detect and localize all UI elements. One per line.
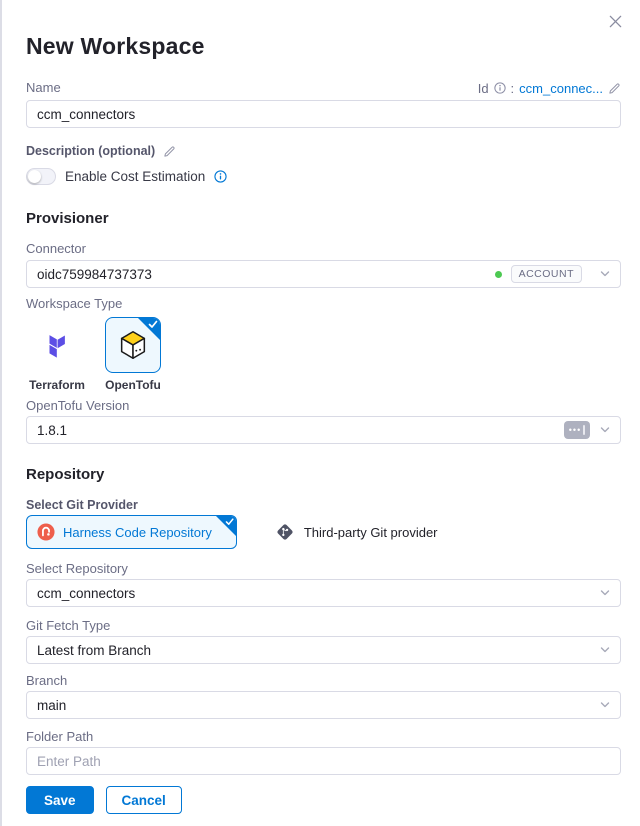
- id-label: Id: [477, 80, 489, 96]
- check-corner-icon: [216, 516, 236, 536]
- git-fetch-type-select[interactable]: [26, 636, 621, 664]
- branch-value: main: [37, 697, 67, 713]
- edit-id-icon[interactable]: [608, 82, 621, 95]
- harness-option-label: Harness Code Repository: [63, 524, 212, 540]
- chevron-down-icon[interactable]: [599, 587, 611, 599]
- footer-actions: [26, 786, 621, 814]
- harness-icon: [37, 523, 55, 541]
- description-label: Description (optional): [26, 144, 156, 158]
- id-value-link[interactable]: ccm_connec...: [519, 80, 603, 96]
- check-corner-icon: [138, 318, 160, 340]
- connector-value: oidc759984737373: [37, 266, 152, 282]
- folder-path-label: Folder Path: [26, 729, 94, 744]
- connector-label: Connector: [26, 241, 86, 256]
- connector-scope-badge: ACCOUNT: [511, 265, 582, 283]
- git-provider-label: Select Git Provider: [26, 498, 138, 512]
- chevron-down-icon[interactable]: [599, 424, 611, 436]
- connector-status-dot: [495, 271, 502, 278]
- workspace-type-cards: [26, 317, 621, 392]
- opentofu-version-label: OpenTofu Version: [26, 398, 130, 413]
- git-fetch-type-label: Git Fetch Type: [26, 618, 111, 633]
- opentofu-card-label: OpenTofu: [105, 378, 161, 392]
- workspace-type-opentofu-card[interactable]: [105, 317, 161, 373]
- id-separator: :: [510, 80, 515, 96]
- harness-code-repository-option[interactable]: [26, 515, 237, 549]
- workspace-type-label: Workspace Type: [26, 296, 123, 311]
- close-icon[interactable]: [605, 11, 625, 31]
- repository-value: ccm_connectors: [37, 585, 136, 601]
- cancel-button[interactable]: Cancel: [106, 786, 182, 814]
- cost-estimation-toggle[interactable]: [26, 168, 56, 185]
- git-provider-options: [26, 515, 621, 549]
- chevron-down-icon[interactable]: [599, 699, 611, 711]
- git-fetch-type-value: Latest from Branch: [37, 642, 152, 658]
- chevron-down-icon[interactable]: [599, 268, 611, 280]
- more-options-chip[interactable]: •••: [564, 421, 590, 439]
- workspace-type-terraform-card[interactable]: [29, 317, 85, 373]
- git-icon: [275, 522, 295, 542]
- opentofu-version-value: 1.8.1: [37, 422, 68, 438]
- branch-select[interactable]: [26, 691, 621, 719]
- opentofu-version-select[interactable]: [26, 416, 621, 444]
- connector-select[interactable]: [26, 260, 621, 288]
- page-title: New Workspace: [26, 33, 205, 59]
- terraform-icon: [42, 329, 72, 361]
- id-info-icon[interactable]: [494, 82, 506, 94]
- cost-estimation-row: [26, 167, 621, 185]
- name-input[interactable]: [26, 100, 621, 128]
- select-repository-label: Select Repository: [26, 561, 128, 576]
- edit-description-icon[interactable]: [163, 145, 176, 158]
- repository-select[interactable]: [26, 579, 621, 607]
- name-label: Name: [26, 80, 61, 95]
- save-button[interactable]: Save: [26, 786, 94, 814]
- id-row: [478, 81, 621, 96]
- terraform-card-label: Terraform: [29, 378, 85, 392]
- chevron-down-icon[interactable]: [599, 644, 611, 656]
- cost-estimation-info-icon[interactable]: [214, 170, 227, 183]
- repository-heading: Repository: [26, 466, 105, 483]
- third-party-git-option[interactable]: [275, 522, 438, 542]
- folder-path-input[interactable]: [26, 747, 621, 775]
- third-party-option-label: Third-party Git provider: [303, 524, 438, 540]
- branch-label: Branch: [26, 673, 68, 688]
- provisioner-heading: Provisioner: [26, 210, 109, 227]
- cost-estimation-label: Enable Cost Estimation: [65, 168, 206, 184]
